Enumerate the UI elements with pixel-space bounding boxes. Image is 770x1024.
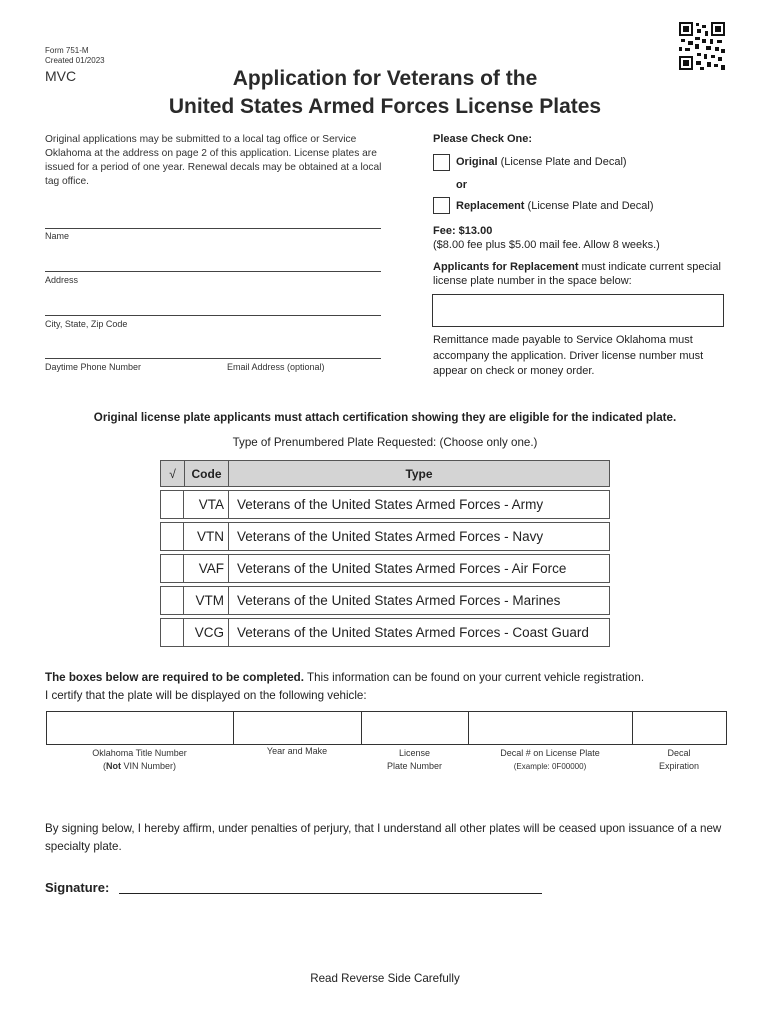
decal-expiration-label-line-1: Decal: [667, 748, 691, 758]
license-plate-label-line-2: Plate Number: [386, 761, 443, 771]
decal-expiration-label-line-2: Expiration: [658, 761, 700, 771]
license-plate-label: [361, 747, 468, 773]
select-navy-checkbox[interactable]: [160, 522, 184, 551]
plate-code: VTA: [184, 490, 228, 519]
fee-breakdown: ($8.00 fee plus $5.00 mail fee. Allow 8 weeks.): [433, 239, 660, 251]
decal-number-label-line-1: Decal # on License Plate: [500, 748, 600, 758]
name-field[interactable]: [45, 228, 381, 229]
title-number-label-line-2: [46, 760, 233, 773]
decal-expiration-label: [632, 747, 726, 773]
page-title-line-2: United States Armed Forces License Plates: [168, 95, 602, 118]
check-column-header: √: [161, 461, 185, 486]
title-number-label: [46, 747, 233, 773]
replacement-option: [456, 200, 654, 212]
current-plate-number-input[interactable]: [432, 294, 724, 327]
address-field[interactable]: [45, 271, 381, 272]
agency-code: MVC: [45, 68, 77, 84]
decal-number-example: (Example: 0F00000): [513, 762, 587, 771]
replacement-instructions: [433, 260, 733, 288]
fee-amount: Fee: $13.00: [433, 225, 493, 237]
plate-type-prompt: Type of Prenumbered Plate Requested: (Choose only one.): [232, 436, 538, 449]
vin-text: VIN Number): [120, 761, 176, 771]
replacement-instructions-text: must indicate current special license plate number in the space below:: [433, 261, 721, 287]
title-number-input[interactable]: [47, 712, 234, 744]
address-label: Address: [45, 275, 79, 285]
plate-code: VCG: [184, 618, 228, 647]
table-row: [160, 522, 610, 551]
license-plate-number-input[interactable]: [362, 712, 469, 744]
original-option-label: Original: [456, 156, 498, 168]
phone-label: Daytime Phone Number: [45, 362, 142, 372]
license-plate-label-line-1: License: [398, 748, 431, 758]
plate-type: Veterans of the United States Armed Forces - Marines: [228, 586, 610, 615]
plate-code: VTM: [184, 586, 228, 615]
not-text: Not: [105, 761, 121, 771]
plate-type: Veterans of the United States Armed Forces - Coast Guard: [228, 618, 610, 647]
decal-expiration-input[interactable]: [633, 712, 726, 744]
intro-text: Original applications may be submitted to a local tag office or Service Oklahoma at the address on page 2 of this application. License plates are issued for a period of one year. Renewal decals may be obtained at a local tag office.: [45, 134, 382, 187]
code-column-header: Code: [185, 461, 229, 486]
email-label: Email Address (optional): [227, 362, 325, 372]
plate-code: VAF: [184, 554, 228, 583]
year-make-label: Year and Make: [266, 746, 328, 756]
created-date: Created 01/2023: [45, 56, 105, 65]
city-state-zip-field[interactable]: [45, 315, 381, 316]
table-row: [160, 618, 610, 647]
type-column-header: Type: [405, 466, 433, 481]
qr-code-icon: [679, 22, 725, 70]
decal-number-input[interactable]: [469, 712, 633, 744]
select-coast-guard-checkbox[interactable]: [160, 618, 184, 647]
vehicle-certify-text: I certify that the plate will be displayed on the following vehicle:: [45, 689, 367, 702]
select-air-force-checkbox[interactable]: [160, 554, 184, 583]
original-checkbox[interactable]: [433, 154, 450, 171]
plate-type-table: [160, 460, 610, 647]
decal-number-label: [468, 747, 632, 773]
replacement-checkbox[interactable]: [433, 197, 450, 214]
city-state-zip-label: City, State, Zip Code: [45, 319, 128, 329]
vehicle-required-label: The boxes below are required to be completed.: [45, 671, 304, 684]
replacement-option-detail: (License Plate and Decal): [524, 200, 654, 212]
vehicle-info-table: [46, 711, 727, 745]
check-one-heading: Please Check One:: [433, 133, 533, 145]
open-paren: (: [102, 761, 106, 771]
title-number-label-line-1: Oklahoma Title Number: [92, 748, 187, 758]
select-army-checkbox[interactable]: [160, 490, 184, 519]
remittance-text: Remittance made payable to Service Oklahoma must accompany the application. Driver license number must appear on check or money order.: [433, 334, 704, 377]
signature-label: Signature:: [45, 880, 110, 895]
plate-type: Veterans of the United States Armed Forces - Army: [228, 490, 610, 519]
table-row: [160, 490, 610, 519]
replacement-instructions-label: Applicants for Replacement: [433, 261, 579, 273]
plate-type: Veterans of the United States Armed Forces - Air Force: [228, 554, 610, 583]
year-make-input[interactable]: [234, 712, 362, 744]
plate-code: VTN: [184, 522, 228, 551]
certification-note: Original license plate applicants must attach certification showing they are eligible for the indicated plate.: [93, 411, 677, 424]
name-label: Name: [45, 231, 70, 241]
vehicle-required-note: [45, 671, 644, 684]
affirmation-text: By signing below, I hereby affirm, under penalties of perjury, that I understand all other plates will be ceased upon issuance of a new specialty plate.: [45, 822, 722, 853]
original-option: [456, 156, 627, 168]
vehicle-required-text: This information can be found on your current vehicle registration.: [304, 671, 645, 684]
replacement-option-label: Replacement: [456, 200, 525, 212]
or-text: or: [456, 179, 467, 191]
table-row: [160, 554, 610, 583]
select-marines-checkbox[interactable]: [160, 586, 184, 615]
phone-email-field[interactable]: [45, 358, 381, 359]
plate-type: Veterans of the United States Armed Forces - Navy: [228, 522, 610, 551]
original-option-detail: (License Plate and Decal): [497, 156, 627, 168]
page-title-line-1: Application for Veterans of the: [232, 67, 538, 90]
table-row: [160, 586, 610, 615]
form-number: Form 751-M: [45, 46, 89, 55]
table-header: [160, 460, 610, 487]
signature-line[interactable]: [119, 893, 542, 894]
footer-note: Read Reverse Side Carefully: [310, 972, 460, 985]
